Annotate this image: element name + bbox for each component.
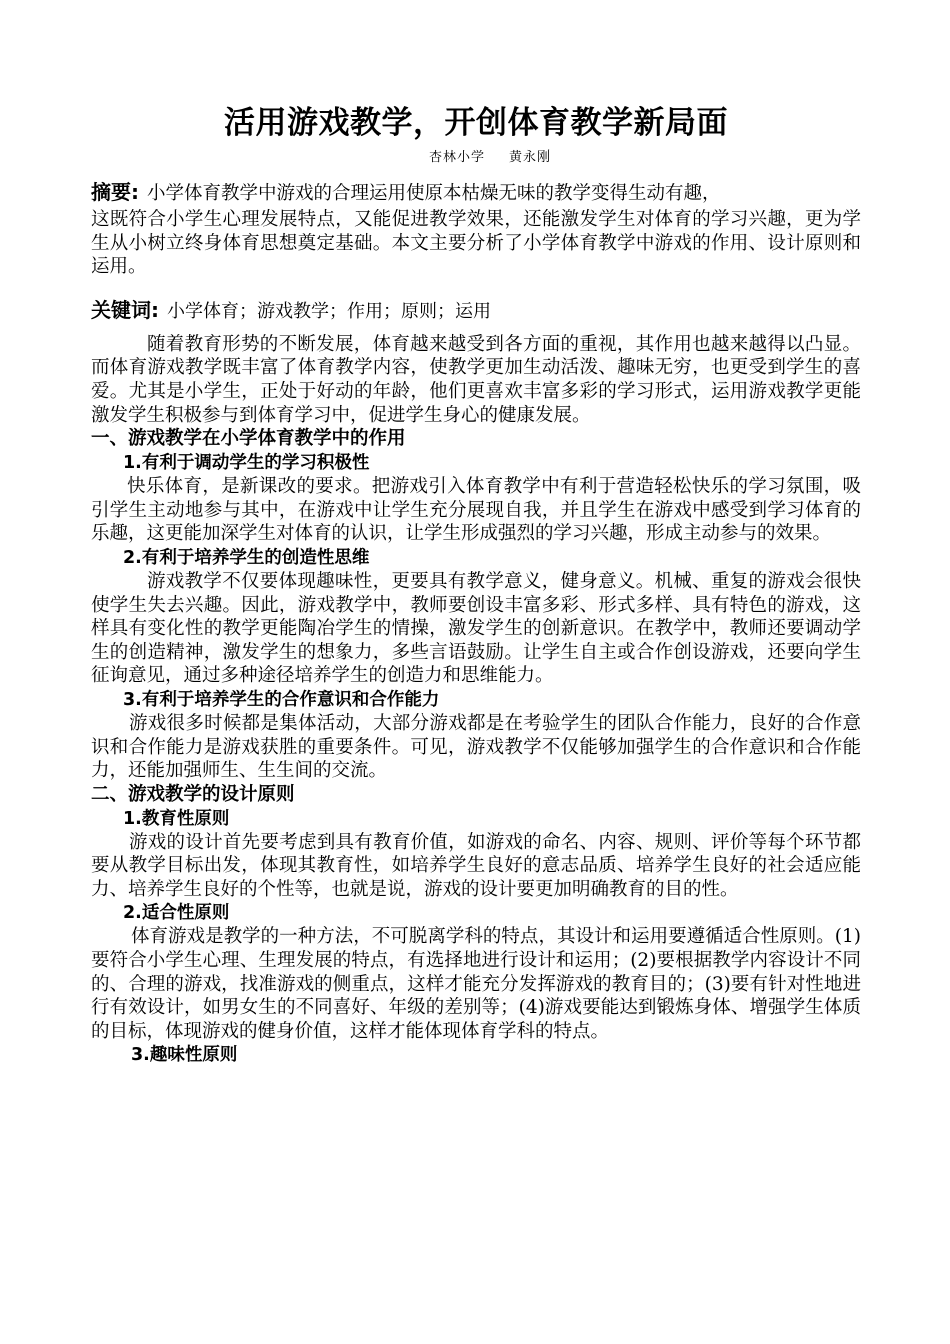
keywords xyxy=(91,295,861,327)
author-name: 黄永刚 xyxy=(509,150,552,165)
paragraph-1-1: 快乐体育，是新课改的要求。把游戏引入体育教学中有利于营造轻松快乐的学习氛围，吸引学生主动地参与其中，在游戏中让学生充分展现自我，并且学生在游戏中感受到学习体育的乐趣，这更能加深学生对体育的认识，让学生形成强烈的学习兴趣，形成主动参与的效果。 xyxy=(91,476,861,545)
subsection-heading-2-3: 3.趣味性原则 xyxy=(131,1045,238,1066)
intro-paragraph: 随着教育形势的不断发展，体育越来越受到各方面的重视，其作用也越来越得以凸显。而体育游戏教学既丰富了体育教学内容，使教学更加生动活泼、趣味无穷，也更受到学生的喜爱。尤其是小学生，正处于好动的年龄，他们更喜欢丰富多彩的学习形式，运用游戏教学更能激发学生积极参与到体育学习中，促进学生身心的健康发展。 xyxy=(91,333,861,426)
subsection-heading-1-2: 2.有利于培养学生的创造性思维 xyxy=(123,547,370,568)
section-heading-1: 一、游戏教学在小学体育教学中的作用 xyxy=(91,428,406,450)
author-line xyxy=(119,148,861,168)
paragraph-1-2: 游戏教学不仅要体现趣味性，更要具有教学意义，健身意义。机械、重复的游戏会很快使学生失去兴趣。因此，游戏教学中，教师要创设丰富多彩、形式多样、具有特色的游戏，这样具有变化性的教学更能陶冶学生的情操，激发学生的创新意识。在教学中，教师还要调动学生的创造精神，激发学生的想象力，多些言语鼓励。让学生自主或合作创设游戏，还要向学生征询意见，通过多种途径培养学生的创造力和思维能力。 xyxy=(91,570,861,687)
document-title: 活用游戏教学，开创体育教学新局面 xyxy=(224,105,728,141)
document-page xyxy=(91,100,861,1067)
subsection-heading-2-1: 1.教育性原则 xyxy=(123,808,230,829)
school-name: 杏林小学 xyxy=(428,150,485,165)
subsection-heading-1-1: 1.有利于调动学生的学习积极性 xyxy=(123,453,370,474)
paragraph-2-1: 游戏的设计首先要考虑到具有教育价值，如游戏的命名、内容、规则、评价等每个环节都要从教学目标出发，体现其教育性，如培养学生良好的意志品质、培养学生良好的社会适应能力、培养学生良好的个性等，也就是说，游戏的设计要更加明确教育的目的性。 xyxy=(91,831,861,900)
abstract-body: 这既符合小学生心理发展特点，又能促进教学效果，还能激发学生对体育的学习兴趣，更为学生从小树立终身体育思想奠定基础。本文主要分析了小学体育教学中游戏的作用、设计原则和运用。 xyxy=(91,209,861,278)
subsection-heading-2-2: 2.适合性原则 xyxy=(123,903,230,924)
abstract xyxy=(91,178,861,208)
keywords-text: 小学体育；游戏教学；作用；原则；运用 xyxy=(167,300,491,322)
paragraph-2-2: 体育游戏是教学的一种方法，不可脱离学科的特点，其设计和运用要遵循适合性原则。(1)要符合小学生心理、生理发展的特点，有选择地进行设计和运用；(2)要根据教学内容设计不同的、合理的游戏，找准游戏的侧重点，这样才能充分发挥游戏的教育目的；(3)要有针对性地进行有效设计，如男女生的不同喜好、年级的差别等；(4)游戏要能达到锻炼身体、增强学生体质的目标，体现游戏的健身价值，这样才能体现体育学科的特点。 xyxy=(91,926,861,1042)
paragraph-1-3: 游戏很多时候都是集体活动，大部分游戏都是在考验学生的团队合作能力，良好的合作意识和合作能力是游戏获胜的重要条件。可见，游戏教学不仅能够加强学生的合作意识和合作能力，还能加强师生、生生间的交流。 xyxy=(91,712,861,782)
section-heading-2: 二、游戏教学的设计原则 xyxy=(91,783,295,805)
subsection-heading-1-3: 3.有利于培养学生的合作意识和合作能力 xyxy=(123,689,440,710)
abstract-label: 摘要: xyxy=(91,180,139,204)
keywords-label: 关键词: xyxy=(91,297,159,322)
abstract-first-line: 小学体育教学中游戏的合理运用使原本枯燥无味的教学变得生动有趣， xyxy=(147,183,721,204)
